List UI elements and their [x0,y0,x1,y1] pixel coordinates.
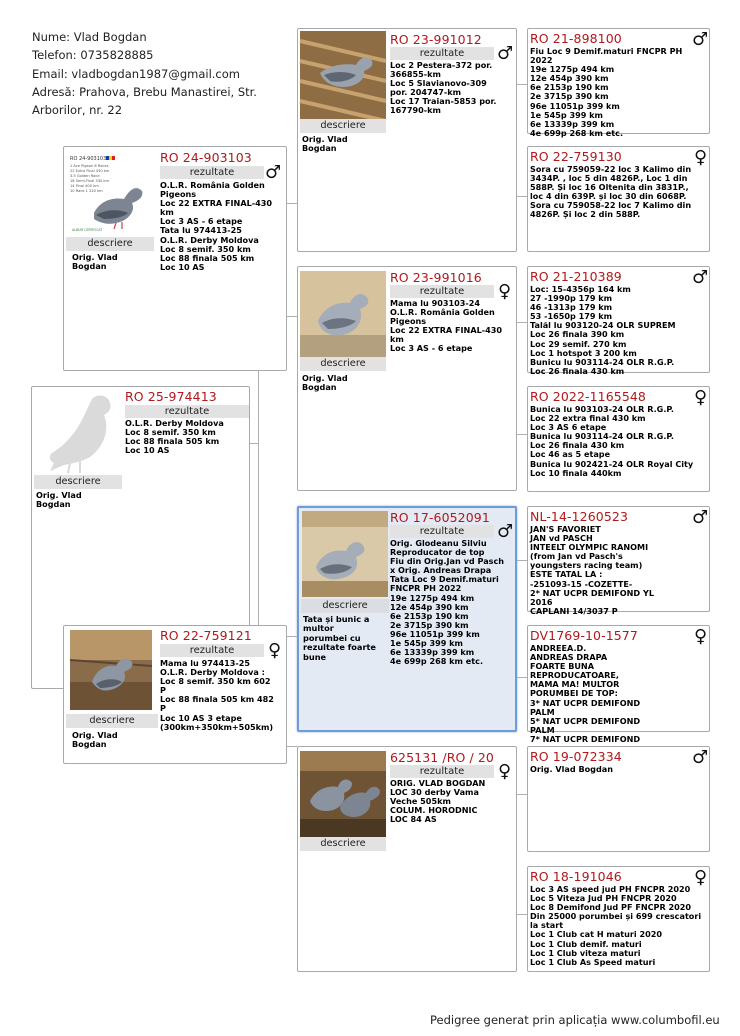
owner-address-line2: Arborilor, nr. 22 [32,103,123,118]
svg-text:1 Ace Pigeon 6 Races: 1 Ace Pigeon 6 Races [70,164,109,168]
connector-line [516,677,527,678]
pigeon-card-dam[interactable] [63,625,287,764]
connector-line [286,636,297,637]
pigeon-card-dam-dam[interactable] [297,746,517,972]
ring-number: RO 2022-1165548 [530,389,646,404]
pigeon-card-sss[interactable] [527,28,710,138]
svg-text:22 Extra Final 430 km: 22 Extra Final 430 km [70,169,110,173]
ring-number: RO 21-210389 [530,269,622,284]
pigeon-results: Mama lu 903103-24 O.L.R. România Golden Pigeons Loc 22 EXTRA FINAL-430 km Loc 3 AS - 6 etape [390,298,503,354]
ring-number: NL-14-1260523 [530,509,628,524]
connector-line [516,84,527,85]
ring-number: RO 21-898100 [530,31,622,46]
pigeon-card-ddd[interactable] [527,866,710,972]
female-sex-icon: ♀ [498,761,512,782]
pigeon-results: ANDREEA.D. ANDREAS DRAPA FOARTE BUNA REPRODUCATOARE, MAMA MA! MULTOR PORUMBEI DE TOP: 3* NAT UCPR DEMIFOND PALM 5* NAT UCPR DEMIFOND PALM 7* NAT UCPR DEMIFOND [530,643,641,744]
results-button[interactable]: rezultate [390,47,494,60]
pigeon-photo [300,31,386,119]
description-button[interactable]: descriere [301,599,389,613]
connector-line [516,560,527,561]
pigeon-origin: Orig. Vlad Bogdan [72,730,118,750]
pigeon-origin: Orig. Vlad Bogdan [72,252,118,272]
results-button[interactable]: rezultate [160,166,264,179]
svg-text:3.5 Golden Race: 3.5 Golden Race [70,174,100,178]
pigeon-card-dss[interactable] [527,506,710,616]
male-sex-icon: ♂ [497,43,514,64]
pigeon-card-sire-dam[interactable] [297,266,517,491]
connector-line [286,203,297,204]
pigeon-results: Bunica lu 903103-24 OLR R.G.P. Loc 22 extra final 430 km Loc 3 AS 6 etape Bunica lu 903114-24 OLR R.G.P. Loc 26 finala 430 km Loc 46 as 5 etape Bunica lu 902421-24 OLR Royal City Loc 10 finala 440km [530,404,694,478]
svg-text:18 Semi-Final 330 km: 18 Semi-Final 330 km [70,179,110,183]
connector-line [250,443,258,444]
pigeon-card-dds[interactable] [527,746,710,852]
female-sex-icon: ♀ [694,387,708,408]
pigeon-results: O.L.R. Derby Moldova Loc 8 semif. 350 km Loc 88 finala 505 km Loc 10 AS [125,418,224,456]
footer-credit: Pedigree generat prin aplicația www.columbofil.eu [430,1013,720,1027]
ring-number: RO 23-991012 [390,32,482,47]
pigeon-card-sire-sire[interactable] [297,28,517,252]
pigeon-origin: Orig. Vlad Bogdan [302,134,348,154]
svg-text:ALBUM CERTIFICAT: ALBUM CERTIFICAT [72,228,103,232]
svg-text:10 Race 1 220 km: 10 Race 1 220 km [70,189,103,193]
pigeon-card-dsd[interactable] [527,625,710,744]
pigeon-photo [66,151,154,237]
pigeon-results: Loc 3 AS speed jud PH FNCPR 2020 Loc 5 Viteza Jud PH FNCPR 2020 Loc 8 Demifond Jud PF FNCPR 2020 Din 25000 porumbei și 699 crescatori la start Loc 1 Club cat H maturi 2020 Loc 1 Club demif. maturi Loc 1 Club viteza maturi Loc 1 Club As Speed maturi [530,884,702,967]
ring-number: RO 25-974413 [125,389,217,404]
results-button[interactable]: rezultate [160,644,264,657]
female-sex-icon: ♀ [498,281,512,302]
description-button[interactable]: descriere [66,714,158,728]
ring-number: RO 23-991016 [390,270,482,285]
results-button[interactable]: rezultate [390,285,494,298]
pigeon-photo [302,511,388,597]
results-button[interactable]: rezultate [390,765,494,778]
ring-number: RO 19-072334 [530,749,622,764]
female-sex-icon: ♀ [694,867,708,888]
owner-phone: Telefon: 0735828885 [32,48,154,63]
pigeon-silhouette [40,389,122,475]
pigeon-results: O.L.R. România Golden Pigeons Loc 22 EXTRA FINAL-430 km Loc 3 AS - 6 etape Tata lu 974413-25 O.L.R. Derby Moldova Loc 8 semif. 350 km Loc 88 finala 505 km Loc 10 AS [160,180,273,272]
description-button[interactable]: descriere [66,237,154,251]
pigeon-photo [300,271,386,357]
ring-number: RO 22-759130 [530,149,622,164]
female-sex-icon: ♀ [268,640,282,661]
ring-number: RO 22-759121 [160,628,252,643]
pigeon-results: ORIG. VLAD BOGDAN LOC 30 derby Vama Veche 505km COLUM. HORODNIC LOC 84 AS [390,778,486,825]
pigeon-card-ssd[interactable] [527,146,710,252]
description-button[interactable]: descriere [300,837,386,851]
description-button[interactable]: descriere [300,357,386,371]
ring-number: RO 18-191046 [530,869,622,884]
pigeon-card-dam-sire[interactable] [297,506,517,732]
male-sex-icon: ♂ [497,521,514,542]
pigeon-results: Sora cu 759059-22 loc 3 Kalimo din 3434P. , loc 5 din 4826P., Loc 1 din 588P. Și loc 16 Oltenita din 3831P., loc 4 din 639P. și loc 30 din 6068P. Sora cu 759058-22 loc 7 Kalimo din 4826P. Și loc 2 din 588P. [530,164,692,220]
connector-line [516,322,527,323]
owner-name: Nume: Vlad Bogdan [32,30,147,44]
male-sex-icon: ♂ [692,29,709,50]
owner-address-line1: Adresă: Prahova, Brebu Manastirei, Str. [32,84,257,99]
pigeon-photo [300,751,386,837]
pigeon-card-sds[interactable] [527,266,710,376]
pigeon-results: Mama lu 974413-25 O.L.R. Derby Moldova : Loc 8 semif. 350 km 602 P Loc 88 finala 505 km 482 P Loc 10 AS 3 etape (300km+350km+505km) [160,658,274,732]
pigeon-photo [70,630,152,710]
pigeon-origin: Orig. Vlad Bogdan [36,490,82,510]
owner-info [32,28,272,119]
pigeon-results: Orig. Glodeanu Silviu Reproducator de top Fiu din Orig.Jan vd Pasch x Orig. Andreas Drapa Tata Loc 9 Demif.maturi FNCPR PH 2022 19e 1275p 494 km 12e 454p 390 km 6e 2153p 190 km 2e 3715p 390 km 96e 11051p 399 km 1e 545p 399 km 6e 13339p 399 km 4e 699p 268 km etc. [390,538,505,667]
pigeon-results: Fiu Loc 9 Demif.maturi FNCPR PH 2022 19e 1275p 494 km 12e 454p 390 km 6e 2153p 190 km 2e 3715p 390 km 96e 11051p 399 km 1e 545p 399 km 6e 13339p 399 km 4e 699p 268 km etc. [530,46,683,138]
male-sex-icon: ♂ [265,162,282,183]
pigeon-card-sire[interactable] [63,146,287,371]
svg-text:14 Final 400 km: 14 Final 400 km [70,184,99,188]
connector-line [516,914,527,915]
male-sex-icon: ♂ [692,747,709,768]
results-button[interactable]: rezultate [125,405,249,418]
connector-line [516,794,527,795]
pigeon-results: JAN'S FAVORIET JAN vd PASCH INTEELT OLYMPIC RANOMI (from Jan vd Pasch's youngsters racing team) ESTE TATAL LA : -251093-15 -COZETTE- 2* NAT UCPR DEMIFOND YL 2016 CAPLANI 14/3037 P [530,524,654,616]
description-button[interactable]: descriere [34,475,122,489]
svg-text:RO 24-903103: RO 24-903103 [70,156,107,162]
pigeon-results: Orig. Vlad Bogdan [530,764,613,774]
ring-number: DV1769-10-1577 [530,628,638,643]
pigeon-origin: Orig. Vlad Bogdan [302,373,348,393]
female-sex-icon: ♀ [694,147,708,168]
pigeon-note: Tata și bunic a multor porumbei cu rezultate foarte bune [303,614,376,662]
connector-line [286,316,297,317]
owner-email: Email: vladbogdan1987@gmail.com [32,66,240,81]
description-button[interactable]: descriere [300,119,386,133]
pigeon-results: Loc 2 Pestera-372 por. 366855-km Loc 5 Slavianovo-309 por. 204747-km Loc 17 Traian-5853 por. 167790-km [390,60,497,116]
ring-number: RO 24-903103 [160,150,252,165]
connector-line [516,196,527,197]
results-button[interactable]: rezultate [390,525,494,538]
connector-line [286,746,297,747]
male-sex-icon: ♂ [692,507,709,528]
male-sex-icon: ♂ [692,267,709,288]
pigeon-card-sdd[interactable] [527,386,710,492]
female-sex-icon: ♀ [694,626,708,647]
pigeon-results: Loc: 15-4356p 164 km 27 -1990p 179 km 46 -1313p 179 km 53 -1650p 179 km Talăl lu 903120-24 OLR SUPREM Loc 26 finala 390 km Loc 29 semif. 270 km Loc 1 hotspot 3 200 km Bunicu lu 903114-24 OLR R.G.P. Loc 26 finala 430 km [530,284,676,376]
ring-number: RO 17-6052091 [390,510,490,525]
ring-number: 625131 /RO / 20 [390,750,494,765]
connector-line [516,434,527,435]
